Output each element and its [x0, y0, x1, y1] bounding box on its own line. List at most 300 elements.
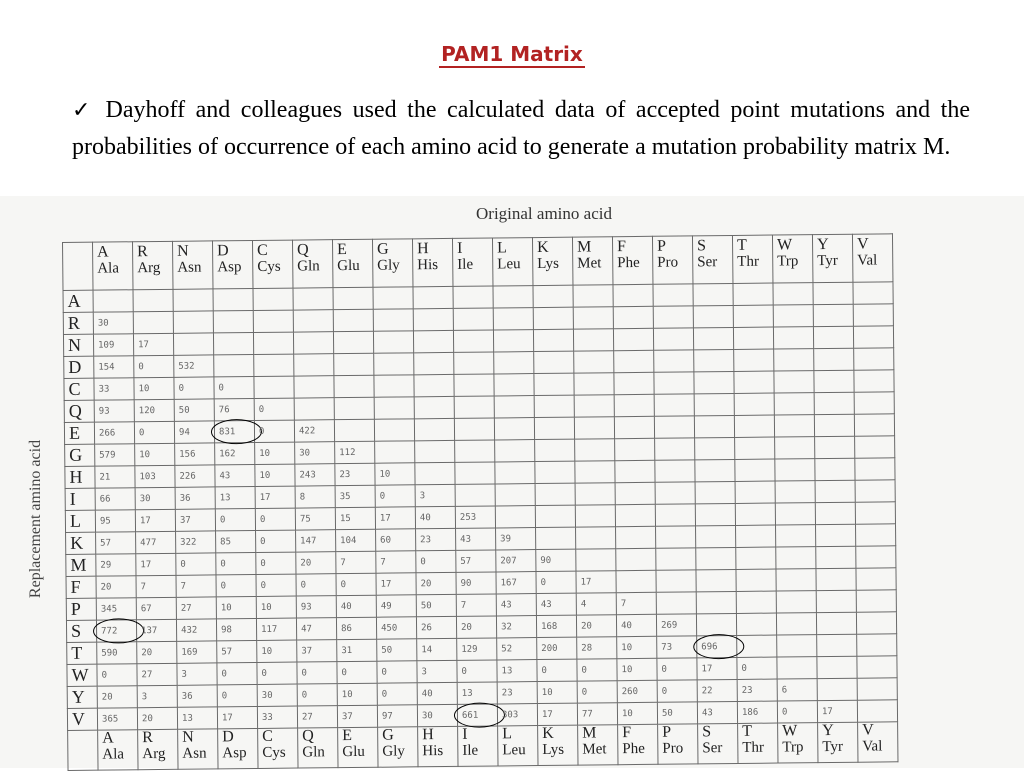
matrix-cell: 8: [295, 486, 335, 508]
amino-acid-letter: I: [462, 725, 468, 743]
matrix-cell: 4: [576, 593, 616, 615]
column-footer-cell-thr: [738, 723, 778, 763]
slide-title: [0, 42, 1024, 66]
matrix-cell: [614, 350, 654, 372]
matrix-cell: 17: [217, 706, 257, 728]
amino-acid-name: Ala: [97, 260, 120, 277]
matrix-cell: [856, 568, 896, 590]
bullet-paragraph: [72, 92, 970, 165]
matrix-cell: 154: [94, 356, 134, 378]
column-header-cell-ser: [692, 235, 733, 283]
matrix-cell: [854, 348, 894, 370]
row-header: Y: [67, 686, 97, 708]
matrix-cell: [696, 591, 736, 613]
row-header: K: [66, 532, 96, 554]
matrix-cell: 162: [215, 442, 255, 464]
matrix-cell: 129: [457, 638, 497, 660]
matrix-cell: [855, 480, 895, 502]
matrix-cell: [373, 331, 413, 353]
matrix-cell: [735, 459, 775, 481]
matrix-cell: 0: [216, 552, 256, 574]
matrix-cell: 67: [136, 597, 176, 619]
matrix-cell: 23: [335, 463, 375, 485]
column-footer-cell-asn: [178, 729, 218, 769]
matrix-cell: 17: [255, 486, 295, 508]
matrix-cell: 10: [216, 596, 256, 618]
column-footer-cell-ala: [98, 730, 138, 770]
matrix-cell: [776, 613, 816, 635]
amino-acid-letter: R: [142, 729, 153, 747]
matrix-cell: 20: [416, 572, 456, 594]
matrix-cell: 3: [417, 660, 457, 682]
amino-acid-letter: A: [102, 729, 114, 747]
matrix-cell: 50: [174, 399, 214, 421]
matrix-cell: 50: [657, 702, 697, 724]
matrix-cell: 31: [337, 639, 377, 661]
amino-acid-name: Met: [577, 255, 602, 272]
amino-acid-name: Gln: [297, 258, 320, 275]
amino-acid-name: Thr: [742, 739, 765, 756]
matrix-cell: [853, 326, 893, 348]
matrix-cell: [774, 371, 814, 393]
matrix-cell: [816, 546, 856, 568]
amino-acid-letter: C: [257, 241, 268, 259]
amino-acid-letter: L: [496, 239, 507, 257]
matrix-cell: 0: [217, 684, 257, 706]
matrix-cell: 0: [254, 420, 294, 442]
matrix-cell: 17: [376, 573, 416, 595]
matrix-cell: [776, 569, 816, 591]
matrix-cell: [293, 332, 333, 354]
amino-acid-name: Gly: [382, 743, 405, 760]
matrix-cell: [173, 311, 213, 333]
row-header: V: [67, 708, 97, 730]
matrix-cell: [656, 526, 696, 548]
matrix-cell: 17: [697, 657, 737, 679]
matrix-cell: 29: [96, 554, 136, 576]
amino-acid-letter: A: [97, 243, 109, 261]
matrix-cell: 15: [335, 507, 375, 529]
matrix-cell: 49: [376, 595, 416, 617]
matrix-cell: 17: [576, 571, 616, 593]
matrix-cell: [573, 285, 613, 307]
row-header: C: [64, 378, 94, 400]
column-header-cell-val: [852, 234, 893, 282]
matrix-cell: 120: [134, 399, 174, 421]
matrix-cell: [856, 612, 896, 634]
matrix-cell: [654, 372, 694, 394]
matrix-cell: [334, 353, 374, 375]
matrix-cell: 10: [134, 377, 174, 399]
matrix-cell: 22: [697, 679, 737, 701]
matrix-cell: [534, 351, 574, 373]
matrix-cell: [294, 398, 334, 420]
amino-acid-letter: R: [137, 243, 148, 261]
row-header: W: [67, 664, 97, 686]
row-header: E: [64, 422, 94, 444]
matrix-cell: [213, 333, 253, 355]
matrix-cell: 10: [617, 658, 657, 680]
matrix-cell: [574, 417, 614, 439]
matrix-cell: 104: [336, 529, 376, 551]
matrix-cell: [775, 503, 815, 525]
matrix-cell: 23: [416, 528, 456, 550]
matrix-cell: [776, 591, 816, 613]
amino-acid-name: Lys: [537, 255, 560, 273]
matrix-cell: [535, 439, 575, 461]
matrix-cell: [454, 374, 494, 396]
matrix-cell: [576, 527, 616, 549]
matrix-cell: [293, 288, 333, 310]
row-header: M: [66, 554, 96, 576]
matrix-cell: 7: [136, 575, 176, 597]
matrix-cell: [536, 527, 576, 549]
matrix-cell: 0: [255, 508, 295, 530]
matrix-cell: [816, 524, 856, 546]
amino-acid-letter: S: [702, 723, 712, 741]
matrix-cell: [373, 309, 413, 331]
matrix-cell: 94: [174, 421, 214, 443]
matrix-cell: 243: [295, 464, 335, 486]
matrix-cell: 40: [336, 595, 376, 617]
matrix-cell: 7: [456, 594, 496, 616]
matrix-cell: 0: [737, 657, 777, 679]
matrix-cell: 147: [296, 530, 336, 552]
column-header-cell-pro: [652, 236, 693, 284]
amino-acid-letter: W: [782, 722, 798, 740]
matrix-cell: [696, 613, 736, 635]
matrix-cell: [815, 436, 855, 458]
matrix-cell: [734, 371, 774, 393]
matrix-cell: 10: [257, 640, 297, 662]
row-header: A: [63, 290, 93, 312]
matrix-cell: 28: [577, 637, 617, 659]
column-footer-cell-arg: [138, 729, 178, 769]
matrix-cell: 0: [536, 571, 576, 593]
column-footer-cell-phe: [618, 724, 658, 764]
matrix-cell: [575, 461, 615, 483]
amino-acid-letter: G: [377, 240, 389, 258]
matrix-cell: [856, 546, 896, 568]
column-header-cell-glu: [332, 239, 373, 287]
matrix-cell: 207: [496, 550, 536, 572]
matrix-cell: [857, 634, 897, 656]
matrix-cell: [654, 350, 694, 372]
matrix-cell: 30: [295, 442, 335, 464]
column-footer-cell-tyr: [818, 722, 858, 762]
matrix-cell: [254, 376, 294, 398]
replacement-amino-acid-label: Replacement amino acid: [27, 439, 44, 599]
matrix-cell: [736, 613, 776, 635]
amino-acid-name: Ser: [702, 740, 723, 757]
matrix-cell: 109: [93, 334, 133, 356]
matrix-cell: [815, 502, 855, 524]
matrix-cell: [694, 415, 734, 437]
row-header: P: [66, 598, 96, 620]
matrix-cell: [855, 502, 895, 524]
amino-acid-letter: M: [576, 238, 592, 256]
matrix-cell: 43: [536, 593, 576, 615]
amino-acid-letter: F: [622, 724, 632, 742]
amino-acid-name: His: [422, 743, 444, 760]
matrix-cell: [613, 328, 653, 350]
column-header-cell-gly: [372, 239, 413, 287]
matrix-cell: [693, 327, 733, 349]
matrix-cell: 21: [95, 466, 135, 488]
row-header: N: [63, 334, 93, 356]
slide-title-text: PAM1 Matrix: [441, 42, 583, 66]
amino-acid-letter: P: [662, 723, 672, 741]
matrix-cell: [813, 304, 853, 326]
matrix-cell: [696, 525, 736, 547]
amino-acid-name: Leu: [502, 742, 526, 759]
matrix-cell: 10: [255, 464, 295, 486]
matrix-cell: [333, 331, 373, 353]
amino-acid-letter: H: [422, 726, 434, 744]
matrix-cell: 36: [177, 685, 217, 707]
column-header-cell-leu: [492, 238, 533, 286]
matrix-cell: [334, 375, 374, 397]
matrix-cell: 0: [377, 683, 417, 705]
matrix-cell: 0: [257, 662, 297, 684]
amino-acid-name: Pro: [657, 254, 679, 271]
matrix-cell: [454, 396, 494, 418]
row-header: R: [63, 312, 93, 334]
matrix-cell: [816, 612, 856, 634]
matrix-cell: [857, 656, 897, 678]
matrix-cell: [855, 458, 895, 480]
matrix-cell: 260: [617, 680, 657, 702]
column-header-cell-his: [412, 238, 453, 286]
amino-acid-name: Thr: [737, 253, 760, 270]
matrix-cell: [615, 504, 655, 526]
matrix-cell: [173, 289, 213, 311]
matrix-cell: [495, 440, 535, 462]
column-footer-corner-cell: [68, 730, 98, 770]
matrix-cell: [695, 437, 735, 459]
amino-acid-name: Asp: [217, 259, 242, 276]
matrix-cell: [615, 438, 655, 460]
amino-acid-name: Ser: [697, 254, 718, 271]
matrix-cell: 37: [297, 640, 337, 662]
matrix-cell: 32: [496, 616, 536, 638]
matrix-cell: 85: [216, 530, 256, 552]
column-footer-cell-pro: [658, 724, 698, 764]
matrix-cell: [776, 547, 816, 569]
row-header: H: [65, 466, 95, 488]
matrix-cell: [693, 305, 733, 327]
matrix-cell: 57: [96, 532, 136, 554]
matrix-cell: 20: [96, 576, 136, 598]
amino-acid-letter: N: [177, 242, 189, 260]
matrix-cell: 39: [496, 528, 536, 550]
matrix-cell: [414, 352, 454, 374]
matrix-cell: [734, 393, 774, 415]
matrix-cell: [614, 372, 654, 394]
matrix-cell: [655, 482, 695, 504]
matrix-cell: 17: [135, 509, 175, 531]
matrix-cell: 43: [697, 701, 737, 723]
matrix-cell: [253, 310, 293, 332]
matrix-cell: 10: [617, 702, 657, 724]
matrix-cell: [735, 481, 775, 503]
matrix-cell: 73: [657, 636, 697, 658]
matrix-cell: 40: [417, 682, 457, 704]
amino-acid-letter: F: [616, 238, 627, 256]
matrix-cell: [614, 394, 654, 416]
matrix-cell: 17: [133, 333, 173, 355]
matrix-cell: 10: [255, 442, 295, 464]
column-header-cell-arg: [133, 241, 174, 289]
matrix-cell: 36: [175, 487, 215, 509]
matrix-cell: 90: [456, 572, 496, 594]
matrix-cell: [855, 436, 895, 458]
amino-acid-name: Tyr: [817, 252, 838, 270]
matrix-cell: 696: [697, 635, 737, 657]
column-footer-cell-cys: [258, 728, 298, 768]
matrix-cell: 0: [657, 658, 697, 680]
matrix-cell: [776, 525, 816, 547]
column-footer-cell-his: [418, 726, 458, 766]
matrix-cell: 0: [297, 684, 337, 706]
matrix-cell: [733, 283, 773, 305]
amino-acid-letter: E: [342, 726, 353, 745]
matrix-cell: 831: [214, 420, 254, 442]
matrix-cell: [533, 285, 573, 307]
matrix-cell: 27: [137, 663, 177, 685]
matrix-cell: 169: [177, 641, 217, 663]
matrix-cell: [254, 354, 294, 376]
matrix-cell: [616, 548, 656, 570]
matrix-cell: [817, 678, 857, 700]
matrix-cell: 93: [94, 400, 134, 422]
matrix-cell: [293, 310, 333, 332]
matrix-cell: [253, 288, 293, 310]
bullet-text: Dayhoff and colleagues used the calculated data of accepted point mutations and the probabilities of occurrence of each amino acid to generate a mutation probability matrix M.: [72, 97, 970, 160]
matrix-cell: [576, 549, 616, 571]
matrix-cell: 76: [214, 398, 254, 420]
matrix-cell: [535, 505, 575, 527]
amino-acid-letter: C: [262, 727, 273, 745]
matrix-cell: 0: [174, 377, 214, 399]
matrix-cell: 93: [296, 596, 336, 618]
matrix-cell: 90: [536, 549, 576, 571]
matrix-cell: 0: [296, 574, 336, 596]
matrix-cell: [455, 462, 495, 484]
matrix-cell: [93, 290, 133, 312]
amino-acid-name: Phe: [617, 254, 640, 272]
amino-acid-letter: D: [217, 242, 229, 260]
column-header-cell-asp: [212, 241, 253, 289]
column-header-cell-lys: [532, 237, 573, 285]
matrix-cell: 0: [577, 681, 617, 703]
matrix-cell: 17: [817, 700, 857, 722]
matrix-cell: [773, 305, 813, 327]
matrix-cell: [534, 395, 574, 417]
matrix-cell: [733, 327, 773, 349]
matrix-cell: 20: [456, 616, 496, 638]
column-footer-cell-ile: [458, 726, 498, 766]
row-header: Q: [64, 400, 94, 422]
column-header-cell-asn: [172, 241, 213, 289]
matrix-cell: [615, 482, 655, 504]
matrix-cell: 253: [455, 506, 495, 528]
matrix-cell: 0: [134, 355, 174, 377]
matrix-cell: [655, 460, 695, 482]
amino-acid-letter: T: [742, 722, 753, 740]
matrix-cell: [574, 373, 614, 395]
matrix-cell: [775, 459, 815, 481]
matrix-cell: 10: [135, 443, 175, 465]
matrix-cell: 0: [217, 662, 257, 684]
matrix-cell: 27: [297, 706, 337, 728]
row-header: G: [65, 444, 95, 466]
matrix-cell: [373, 287, 413, 309]
matrix-cell: 168: [536, 615, 576, 637]
matrix-cell: [653, 328, 693, 350]
matrix-cell: 200: [537, 637, 577, 659]
amino-acid-letter: W: [776, 236, 793, 254]
matrix-cell: 137: [136, 619, 176, 641]
matrix-cell: [493, 286, 533, 308]
matrix-cell: [694, 371, 734, 393]
matrix-cell: 186: [737, 701, 777, 723]
matrix-cell: 17: [375, 507, 415, 529]
amino-acid-letter: Y: [822, 721, 834, 740]
matrix-cell: [535, 461, 575, 483]
matrix-cell: [213, 289, 253, 311]
matrix-cell: [813, 326, 853, 348]
original-amino-acid-label: Original amino acid: [476, 204, 612, 223]
amino-acid-letter: P: [656, 237, 667, 255]
amino-acid-letter: H: [417, 240, 429, 258]
matrix-cell: 0: [377, 661, 417, 683]
matrix-cell: 10: [537, 681, 577, 703]
amino-acid-name: Ile: [457, 256, 474, 273]
matrix-cell: 13: [177, 707, 217, 729]
matrix-cell: [616, 570, 656, 592]
matrix-cell: 0: [215, 508, 255, 530]
matrix-cell: [854, 414, 894, 436]
matrix-cell: 0: [176, 553, 216, 575]
column-header-cell-phe: [612, 236, 653, 284]
matrix-cell: [816, 568, 856, 590]
matrix-cell: [656, 592, 696, 614]
matrix-cell: [454, 352, 494, 374]
matrix-cell: 57: [217, 640, 257, 662]
matrix-cell: 477: [136, 531, 176, 553]
amino-acid-name: Gly: [377, 257, 400, 274]
matrix-cell: 35: [335, 485, 375, 507]
matrix-cell: 43: [496, 594, 536, 616]
matrix-cell: [737, 635, 777, 657]
matrix-cell: 590: [97, 642, 137, 664]
row-header: D: [64, 356, 94, 378]
matrix-cell: [375, 441, 415, 463]
amino-acid-letter: I: [456, 239, 463, 257]
column-header-corner-cell: [63, 242, 94, 290]
amino-acid-name: Glu: [342, 743, 365, 761]
matrix-cell: [736, 569, 776, 591]
matrix-cell: [374, 419, 414, 441]
matrix-cell: 33: [94, 378, 134, 400]
matrix-cell: [777, 657, 817, 679]
matrix-cell: [655, 504, 695, 526]
matrix-cell: 0: [375, 485, 415, 507]
matrix-cell: 0: [777, 701, 817, 723]
matrix-cell: 3: [177, 663, 217, 685]
matrix-cell: [214, 354, 254, 376]
